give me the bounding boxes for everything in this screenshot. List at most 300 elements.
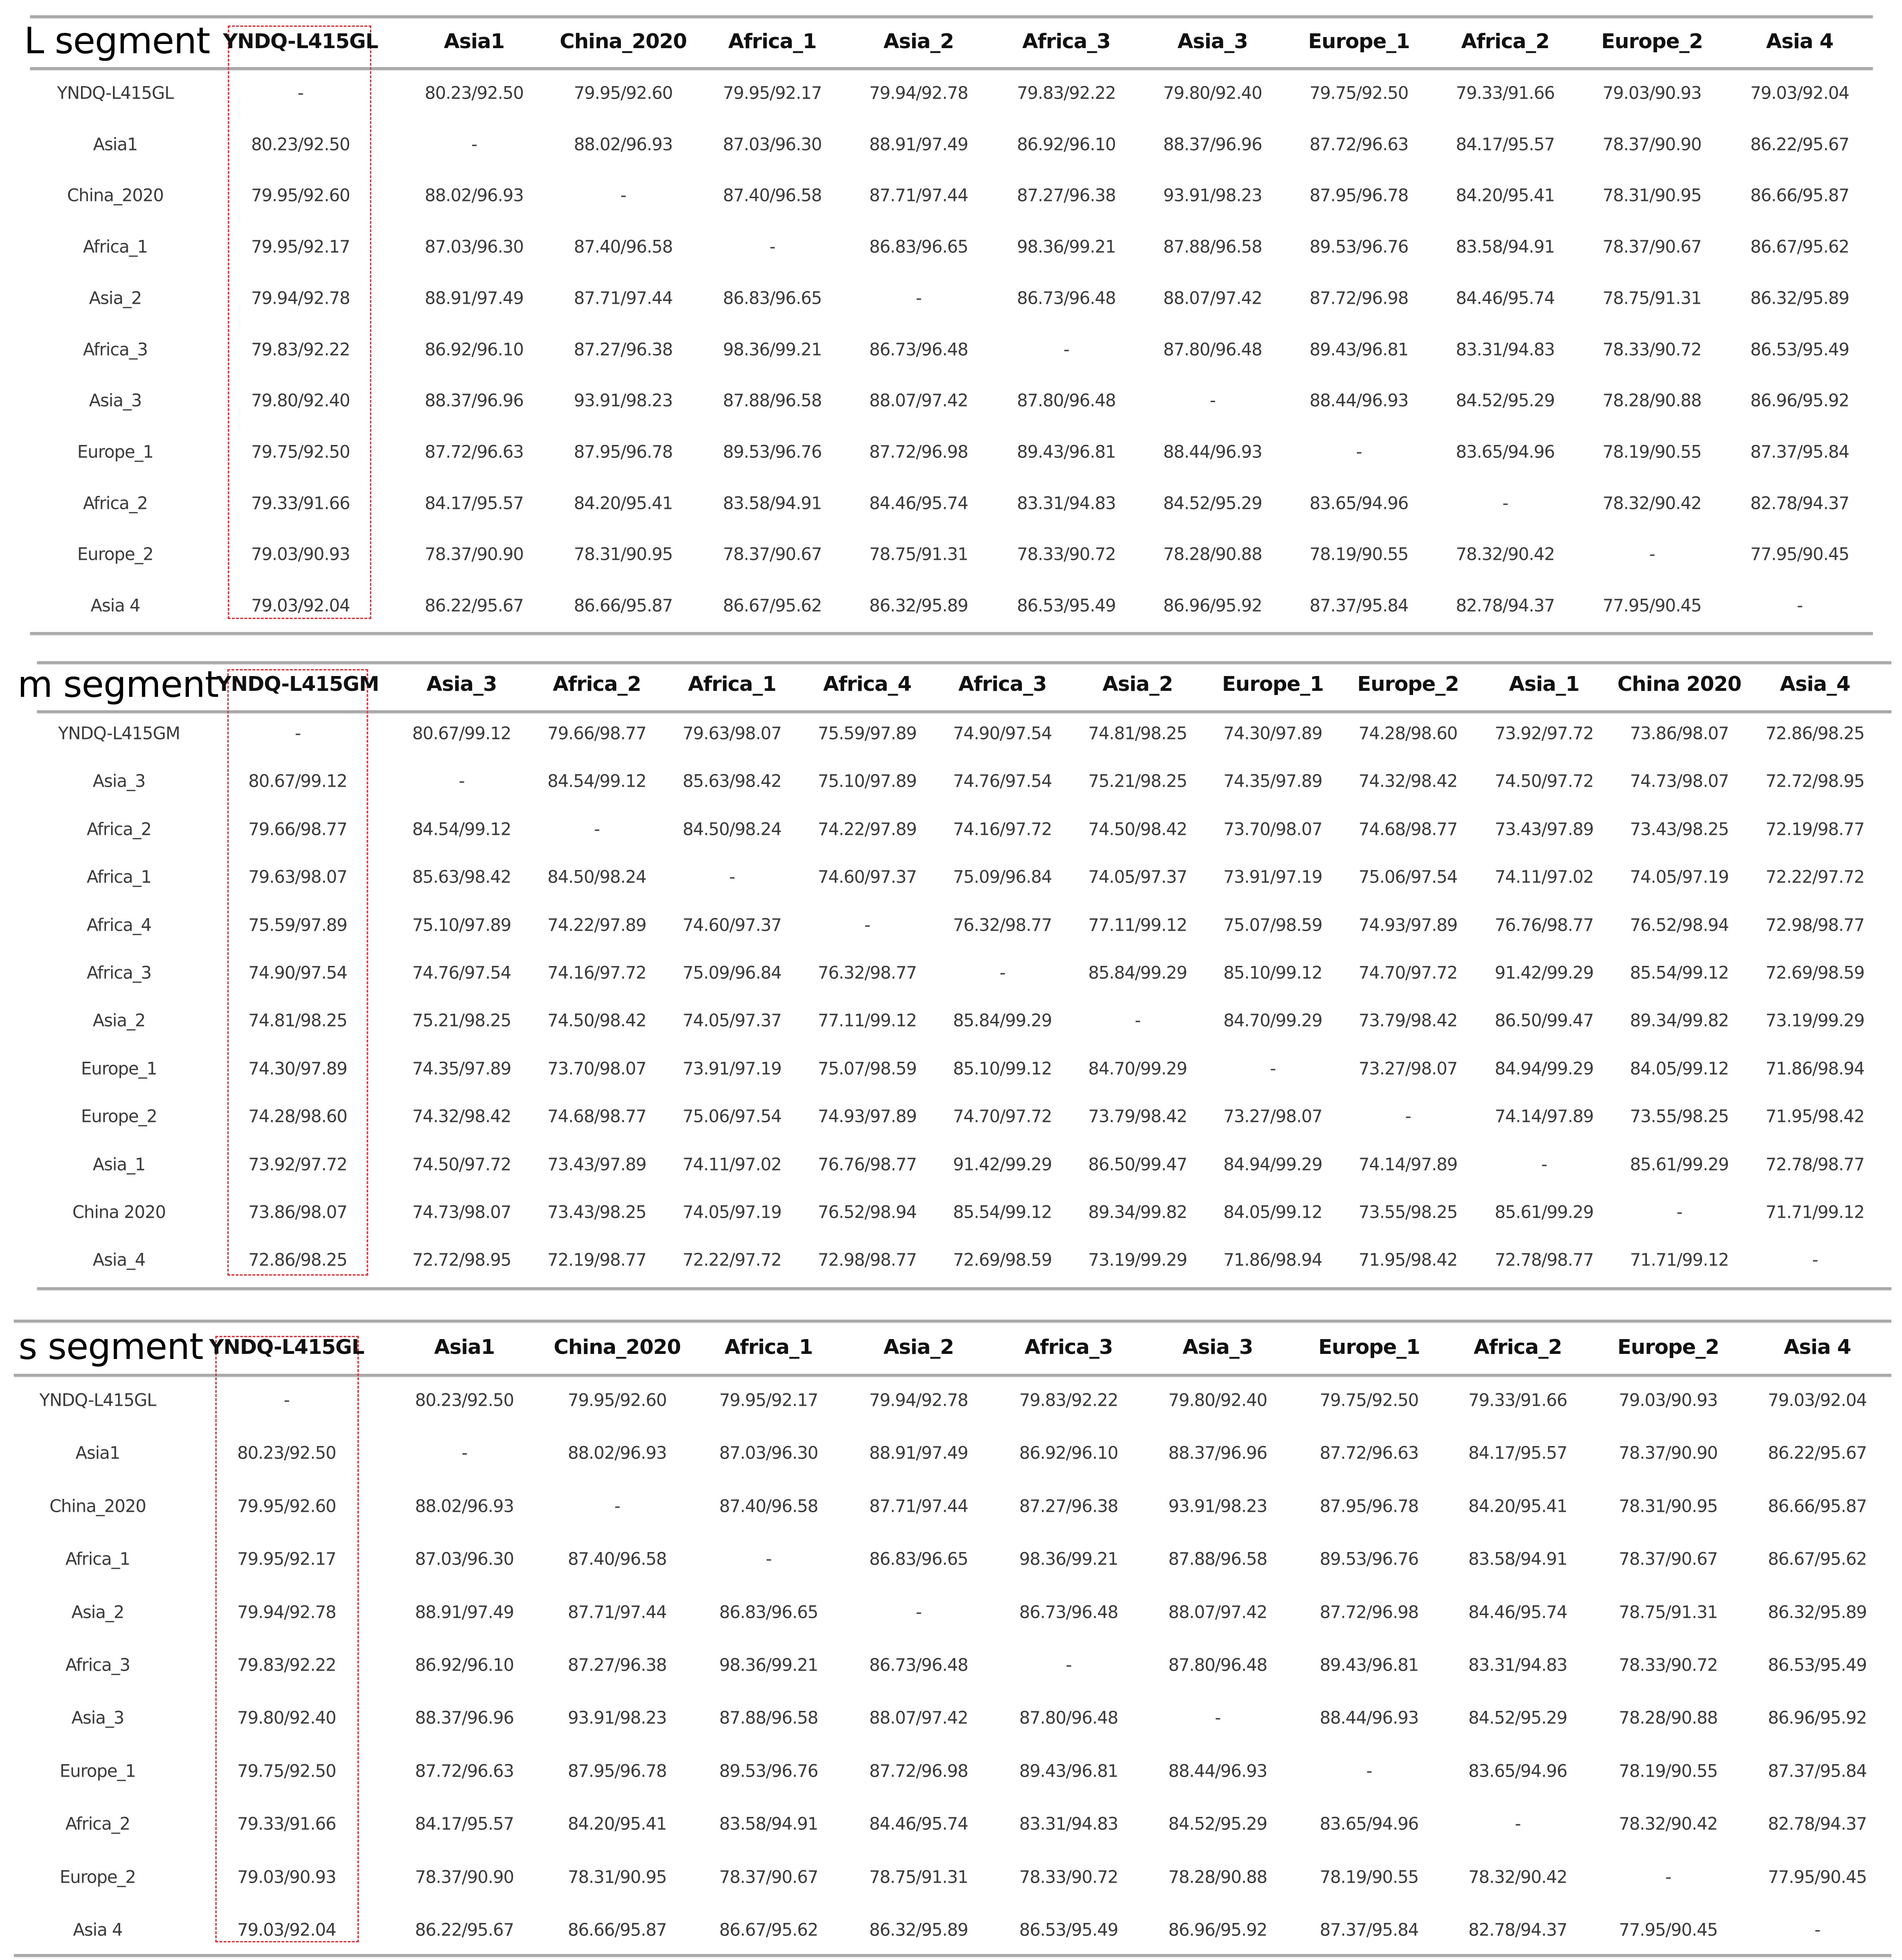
table-cell: 78.37/90.90	[1619, 1443, 1718, 1463]
table-cell: 86.73/96.48	[1019, 1602, 1118, 1622]
table-cell: 77.95/90.45	[1602, 595, 1702, 616]
table-cell: 75.09/96.84	[682, 963, 782, 983]
table-cell: 74.76/97.54	[953, 771, 1052, 791]
table-cell: 78.28/90.88	[1168, 1867, 1267, 1887]
table-cell: 74.50/97.72	[1495, 771, 1594, 791]
table-cell: 79.03/90.93	[1619, 1390, 1718, 1410]
table-cell: 84.17/95.57	[415, 1814, 514, 1834]
table-cell: 78.28/90.88	[1619, 1708, 1718, 1728]
row-label: Europe_1	[59, 1761, 136, 1781]
table-cell: 72.72/98.95	[412, 1250, 511, 1270]
table-cell: 73.79/98.42	[1088, 1106, 1187, 1127]
table-cell: 75.59/97.89	[248, 915, 347, 935]
table-cell: -	[297, 83, 304, 103]
table-cell: 78.37/90.67	[1602, 237, 1702, 257]
table-cell: -	[1514, 1814, 1521, 1834]
table-cell: 78.19/90.55	[1320, 1867, 1419, 1887]
column-header: Asia 4	[1783, 1335, 1851, 1359]
row-label: Asia_3	[89, 390, 142, 411]
table-cell: 88.91/97.49	[425, 288, 524, 308]
table-cell: 84.17/95.57	[1468, 1443, 1567, 1463]
table-cell: -	[1502, 493, 1508, 513]
table-cell: 86.67/95.62	[1750, 237, 1849, 257]
table-cell: 86.22/95.67	[1768, 1443, 1867, 1463]
table-cell: 75.21/98.25	[1088, 771, 1187, 791]
table-cell: 86.83/96.65	[719, 1602, 818, 1622]
table-cell: 87.72/96.63	[415, 1761, 514, 1781]
table-cell: 80.67/99.12	[248, 771, 347, 791]
table-cell: 76.52/98.94	[1630, 915, 1729, 935]
table-cell: 87.95/96.78	[1320, 1496, 1419, 1516]
table-cell: 71.95/98.42	[1765, 1106, 1864, 1127]
table-cell: 93.91/98.23	[568, 1708, 667, 1728]
table-cell: 84.20/95.41	[574, 493, 673, 513]
table-cell: -	[1134, 1010, 1141, 1031]
table-cell: 73.91/97.19	[1223, 867, 1322, 887]
table-cell: 74.93/97.89	[818, 1106, 917, 1127]
table-cell: 72.86/98.25	[1765, 723, 1864, 744]
table-cell: -	[729, 867, 735, 887]
table-cell: 75.06/97.54	[682, 1106, 782, 1127]
table-cell: 78.31/90.95	[1602, 185, 1702, 206]
table-cell: 86.67/95.62	[723, 595, 822, 616]
table-cell: 86.83/96.65	[869, 237, 968, 257]
table-cell: 88.44/96.93	[1320, 1708, 1419, 1728]
table-cell: 89.34/99.82	[1630, 1010, 1729, 1031]
table-cell: 88.02/96.93	[574, 134, 673, 155]
reference-column-highlight	[228, 25, 371, 619]
table-cell: 77.95/90.45	[1768, 1867, 1867, 1887]
table-cell: 79.83/92.22	[1019, 1390, 1118, 1410]
table-cell: 76.32/98.77	[953, 915, 1052, 935]
table-cell: 87.37/95.84	[1320, 1920, 1419, 1940]
table-cell: 75.10/97.89	[818, 771, 917, 791]
table-cell: 86.96/95.92	[1768, 1708, 1867, 1728]
table-cell: 74.14/97.89	[1495, 1106, 1594, 1127]
row-label: Europe_1	[81, 1058, 157, 1079]
table-cell: 87.71/97.44	[568, 1602, 667, 1622]
table-cell: 88.37/96.96	[425, 390, 524, 411]
table-cell: -	[1366, 1761, 1372, 1781]
table-cell: 87.88/96.58	[1163, 237, 1262, 257]
table-cell: 74.90/97.54	[248, 963, 347, 983]
row-label: Africa_3	[87, 963, 151, 983]
table-cell: 86.32/95.89	[1768, 1602, 1867, 1622]
table-cell: 79.80/92.40	[1168, 1390, 1267, 1410]
table-cell: 84.17/95.57	[425, 493, 524, 513]
table-cell: 74.70/97.72	[953, 1106, 1052, 1127]
table-cell: 79.03/92.04	[237, 1920, 336, 1940]
table-cell: 86.32/95.89	[1750, 288, 1849, 308]
column-header: Asia_2	[1102, 672, 1173, 696]
table-cell: 78.33/90.72	[1019, 1867, 1118, 1887]
row-label: China 2020	[72, 1202, 166, 1222]
row-label: YNDQ-L415GL	[57, 83, 174, 103]
table-cell: 86.66/95.87	[1750, 185, 1849, 206]
table-cell: 79.03/90.93	[237, 1867, 336, 1887]
table-cell: 83.31/94.83	[1468, 1655, 1567, 1675]
table-cell: 72.19/98.77	[547, 1250, 646, 1270]
table-cell: 87.72/96.98	[869, 442, 968, 462]
table-cell: 86.96/95.92	[1750, 390, 1849, 411]
table-cell: 74.22/97.89	[547, 915, 646, 935]
row-label: Europe_2	[59, 1867, 136, 1887]
table-cell: 86.66/95.87	[574, 595, 673, 616]
table-cell: 86.96/95.92	[1163, 595, 1262, 616]
table-cell: 86.83/96.65	[869, 1549, 968, 1569]
table-cell: 77.95/90.45	[1750, 544, 1849, 564]
table-cell: 87.95/96.78	[568, 1761, 667, 1781]
table-cell: 88.44/96.93	[1163, 442, 1262, 462]
reference-column-highlight	[215, 1336, 359, 1942]
table-cell: 87.40/96.58	[723, 185, 822, 206]
table-cell: 86.53/95.49	[1019, 1920, 1118, 1940]
column-header: Europe_1	[1318, 1335, 1420, 1359]
table-cell: 87.72/96.63	[1320, 1443, 1419, 1463]
table-cell: 73.70/98.07	[1223, 819, 1322, 839]
table-cell: -	[283, 1390, 290, 1410]
table-cell: -	[1356, 442, 1362, 462]
table-cell: -	[1796, 595, 1803, 616]
table-cell: 78.32/90.42	[1468, 1867, 1567, 1887]
table-cell: 72.86/98.25	[248, 1250, 347, 1270]
table-cell: 89.53/96.76	[1320, 1549, 1419, 1569]
table-cell: 80.23/92.50	[425, 83, 524, 103]
row-label: Asia_2	[93, 1010, 145, 1031]
table-cell: 78.31/90.95	[574, 544, 673, 564]
table-cell: 73.92/97.72	[248, 1154, 347, 1175]
table-cell: 79.03/92.04	[1750, 83, 1849, 103]
table-cell: 75.21/98.25	[412, 1010, 511, 1031]
row-label: Africa_2	[83, 493, 148, 513]
row-label: YNDQ-L415GL	[39, 1390, 156, 1410]
table-cell: 75.09/96.84	[953, 867, 1052, 887]
table-cell: 74.16/97.72	[953, 819, 1052, 839]
table-cell: 87.88/96.58	[723, 390, 822, 411]
table-cell: 73.55/98.25	[1630, 1106, 1729, 1127]
row-label: Africa_2	[65, 1814, 130, 1834]
table-cell: 73.27/98.07	[1358, 1058, 1458, 1079]
table-cell: 78.33/90.72	[1017, 544, 1116, 564]
table-cell: 80.23/92.50	[415, 1390, 514, 1410]
table-cell: -	[614, 1496, 620, 1516]
table-cell: 74.60/97.37	[682, 915, 782, 935]
table-cell: 79.03/92.04	[1768, 1390, 1867, 1410]
table-cell: 71.86/98.94	[1223, 1250, 1322, 1270]
table-cell: 73.55/98.25	[1358, 1202, 1458, 1222]
table-cell: 74.22/97.89	[818, 819, 917, 839]
table-cell: 78.28/90.88	[1163, 544, 1262, 564]
row-label: Asia_2	[71, 1602, 124, 1622]
column-header: Europe_2	[1357, 672, 1459, 696]
table-cell: 78.19/90.55	[1602, 442, 1702, 462]
table-cell: 79.03/92.04	[251, 595, 350, 616]
table-cell: 87.72/96.63	[425, 442, 524, 462]
table-cell: 79.75/92.50	[237, 1761, 336, 1781]
table-cell: 78.37/90.90	[1602, 134, 1702, 155]
table-cell: 71.86/98.94	[1765, 1058, 1864, 1079]
table-cell: 86.92/96.10	[1019, 1443, 1118, 1463]
row-label: Europe_2	[81, 1106, 157, 1127]
table-cell: 88.37/96.96	[415, 1708, 514, 1728]
table-cell: 84.46/95.74	[869, 493, 968, 513]
table-cell: 83.65/94.96	[1468, 1761, 1567, 1781]
table-cell: 88.07/97.42	[1168, 1602, 1267, 1622]
column-header: Africa_1	[688, 672, 776, 696]
table-cell: 74.81/98.25	[248, 1010, 347, 1031]
table-cell: 78.31/90.95	[568, 1867, 667, 1887]
table-cell: 85.63/98.42	[682, 771, 782, 791]
table-cell: 73.91/97.19	[682, 1058, 782, 1079]
table-cell: 84.54/99.12	[412, 819, 511, 839]
table-cell: 88.07/97.42	[869, 1708, 968, 1728]
table-cell: 85.61/99.29	[1495, 1202, 1594, 1222]
row-label: Africa_1	[83, 237, 148, 257]
table-cell: 72.22/97.72	[682, 1250, 782, 1270]
column-header: Africa_1	[724, 1335, 813, 1359]
table-cell: 89.43/96.81	[1309, 339, 1408, 359]
row-label: Asia_1	[93, 1154, 145, 1175]
table-cell: 89.53/96.76	[723, 442, 822, 462]
table-cell: 88.44/96.93	[1168, 1761, 1267, 1781]
table-cell: 87.03/96.30	[415, 1549, 514, 1569]
table-cell: 85.84/99.29	[953, 1010, 1052, 1031]
table-cell: 86.22/95.67	[1750, 134, 1849, 155]
column-header: Europe_1	[1308, 30, 1410, 53]
table-cell: 87.03/96.30	[719, 1443, 818, 1463]
table-cell: 84.50/98.24	[682, 819, 782, 839]
table-cell: 78.37/90.90	[415, 1867, 514, 1887]
table-cell: 91.42/99.29	[953, 1154, 1052, 1175]
table-cell: 73.43/97.89	[1495, 819, 1594, 839]
column-header: Africa_4	[823, 672, 912, 696]
table-cell: 79.33/91.66	[1468, 1390, 1567, 1410]
table-cell: 88.37/96.96	[1163, 134, 1262, 155]
table-cell: 78.37/90.67	[1619, 1549, 1718, 1569]
column-header: Asia_3	[1177, 30, 1248, 53]
table-cell: 79.75/92.50	[1309, 83, 1408, 103]
table-cell: 88.91/97.49	[415, 1602, 514, 1622]
table-cell: 88.37/96.96	[1168, 1443, 1267, 1463]
table-cell: 73.43/98.25	[547, 1202, 646, 1222]
table-cell: 74.05/97.37	[682, 1010, 782, 1031]
table-cell: 86.92/96.10	[425, 339, 524, 359]
table-cell: 73.79/98.42	[1358, 1010, 1458, 1031]
row-label: China_2020	[67, 185, 164, 206]
table-cell: -	[1065, 1655, 1072, 1675]
table-cell: 76.32/98.77	[818, 963, 917, 983]
table-cell: 88.44/96.93	[1309, 390, 1408, 411]
table-cell: 83.58/94.91	[1468, 1549, 1567, 1569]
table-cell: 84.20/95.41	[568, 1814, 667, 1834]
table-cell: 79.63/98.07	[248, 867, 347, 887]
table-cell: 78.37/90.67	[719, 1867, 818, 1887]
table-cell: 88.02/96.93	[415, 1496, 514, 1516]
table-cell: 74.50/97.72	[412, 1154, 511, 1175]
row-label: Asia_4	[93, 1250, 145, 1270]
table-cell: 78.32/90.42	[1619, 1814, 1718, 1834]
table-cell: 98.36/99.21	[723, 339, 822, 359]
table-cell: 84.94/99.29	[1495, 1058, 1594, 1079]
table-cell: 72.78/98.77	[1495, 1250, 1594, 1270]
column-header: Asia1	[444, 30, 505, 53]
table-cell: 82.78/94.37	[1768, 1814, 1867, 1834]
table-cell: 72.69/98.59	[953, 1250, 1052, 1270]
table-cell: 86.50/99.47	[1088, 1154, 1187, 1175]
table-cell: 89.53/96.76	[719, 1761, 818, 1781]
table-cell: 79.94/92.78	[237, 1602, 336, 1622]
column-header: Europe_1	[1222, 672, 1324, 696]
table-cell: 79.95/92.17	[719, 1390, 818, 1410]
row-label: Asia_3	[71, 1708, 124, 1728]
table-cell: 74.11/97.02	[1495, 867, 1594, 887]
table-cell: 88.91/97.49	[869, 134, 968, 155]
top-rule	[14, 1320, 1891, 1322]
table-cell: 85.10/99.12	[1223, 963, 1322, 983]
row-label: Asia_2	[89, 288, 142, 308]
table-cell: 79.66/98.77	[547, 723, 646, 744]
table-cell: 87.80/96.48	[1168, 1655, 1267, 1675]
table-cell: 76.76/98.77	[1495, 915, 1594, 935]
table-cell: 79.80/92.40	[251, 390, 350, 411]
table-cell: 73.43/98.25	[1630, 819, 1729, 839]
table-cell: 78.31/90.95	[1619, 1496, 1718, 1516]
table-cell: 86.67/95.62	[719, 1920, 818, 1940]
table-cell: 79.95/92.60	[237, 1496, 336, 1516]
table-cell: 72.98/98.77	[818, 1250, 917, 1270]
table-cell: 98.36/99.21	[1019, 1549, 1118, 1569]
column-header: China_2020	[553, 1335, 681, 1359]
table-cell: 87.37/95.84	[1768, 1761, 1867, 1781]
table-cell: 87.88/96.58	[1168, 1549, 1267, 1569]
table-cell: 74.16/97.72	[547, 963, 646, 983]
table-cell: 83.58/94.91	[719, 1814, 818, 1834]
table-cell: 84.50/98.24	[547, 867, 646, 887]
table-cell: 79.95/92.60	[568, 1390, 667, 1410]
table-cell: 76.76/98.77	[818, 1154, 917, 1175]
table-cell: 87.72/96.98	[1309, 288, 1408, 308]
table-cell: 79.83/92.22	[237, 1655, 336, 1675]
table-cell: 83.58/94.91	[723, 493, 822, 513]
column-header: Africa_2	[1461, 30, 1550, 53]
table-cell: 79.95/92.17	[251, 237, 350, 257]
table-cell: 78.33/90.72	[1619, 1655, 1718, 1675]
table-cell: 87.71/97.44	[869, 185, 968, 206]
table-cell: 85.10/99.12	[953, 1058, 1052, 1079]
table-cell: -	[1405, 1106, 1411, 1127]
table-cell: 84.70/99.29	[1088, 1058, 1187, 1079]
table-cell: 87.27/96.38	[1019, 1496, 1118, 1516]
segment-title: s segment	[19, 1326, 203, 1368]
table-cell: 79.95/92.60	[251, 185, 350, 206]
table-cell: -	[999, 963, 1006, 983]
row-label: Asia_3	[93, 771, 145, 791]
table-cell: 78.33/90.72	[1602, 339, 1702, 359]
table-cell: 78.75/91.31	[869, 544, 968, 564]
table-cell: 77.11/99.12	[818, 1010, 917, 1031]
table-cell: 79.63/98.07	[682, 723, 782, 744]
table-cell: 98.36/99.21	[1017, 237, 1116, 257]
table-cell: 74.32/98.42	[1358, 771, 1458, 791]
column-header: YNDQ-L415GL	[209, 1335, 364, 1359]
table-cell: 73.92/97.72	[1495, 723, 1594, 744]
table-cell: 79.66/98.77	[248, 819, 347, 839]
table-cell: -	[765, 1549, 772, 1569]
table-cell: -	[1812, 1250, 1818, 1270]
table-cell: 71.71/99.12	[1765, 1202, 1864, 1222]
table-cell: 87.95/96.78	[574, 442, 673, 462]
table-cell: 87.37/95.84	[1309, 595, 1408, 616]
table-cell: 84.52/95.29	[1168, 1814, 1267, 1834]
table-cell: 84.46/95.74	[1456, 288, 1555, 308]
table-cell: 86.53/95.49	[1750, 339, 1849, 359]
table-cell: 87.27/96.38	[568, 1655, 667, 1675]
table-cell: -	[1214, 1708, 1221, 1728]
table-cell: 87.80/96.48	[1163, 339, 1262, 359]
table-cell: 80.23/92.50	[237, 1443, 336, 1463]
column-header: YNDQ-L415GM	[216, 672, 379, 696]
table-cell: 71.71/99.12	[1630, 1250, 1729, 1270]
column-header: Africa_3	[958, 672, 1047, 696]
table-cell: 72.69/98.59	[1765, 963, 1864, 983]
table-cell: 89.53/96.76	[1309, 237, 1408, 257]
table-cell: 87.95/96.78	[1309, 185, 1408, 206]
table-cell: 74.28/98.60	[1358, 723, 1458, 744]
table-cell: 86.92/96.10	[1017, 134, 1116, 155]
bottom-rule	[37, 1287, 1891, 1290]
table-cell: 73.86/98.07	[248, 1202, 347, 1222]
table-cell: 79.94/92.78	[869, 1390, 968, 1410]
table-cell: 84.05/99.12	[1223, 1202, 1322, 1222]
table-cell: 78.75/91.31	[869, 1867, 968, 1887]
table-cell: 87.40/96.58	[574, 237, 673, 257]
row-label: Asia 4	[73, 1920, 123, 1940]
table-cell: 87.80/96.48	[1017, 390, 1116, 411]
table-cell: 82.78/94.37	[1468, 1920, 1567, 1940]
table-cell: 89.43/96.81	[1320, 1655, 1419, 1675]
row-label: Africa_3	[83, 339, 148, 359]
table-cell: 74.11/97.02	[682, 1154, 782, 1175]
table-cell: 86.32/95.89	[869, 1920, 968, 1940]
table-cell: 82.78/94.37	[1456, 595, 1555, 616]
table-cell: 86.92/96.10	[415, 1655, 514, 1675]
table-cell: 84.17/95.57	[1456, 134, 1555, 155]
table-cell: 74.50/98.42	[547, 1010, 646, 1031]
table-cell: 80.23/92.50	[251, 134, 350, 155]
table-cell: 77.95/90.45	[1619, 1920, 1718, 1940]
segment-title: L segment	[24, 20, 210, 62]
table-cell: 86.53/95.49	[1017, 595, 1116, 616]
table-cell: 73.43/97.89	[547, 1154, 646, 1175]
table-cell: 84.52/95.29	[1468, 1708, 1567, 1728]
table-cell: 86.67/95.62	[1768, 1549, 1867, 1569]
table-cell: 86.73/96.48	[1017, 288, 1116, 308]
table-cell: 78.75/91.31	[1602, 288, 1702, 308]
table-cell: -	[620, 185, 626, 206]
table-cell: 72.19/98.77	[1765, 819, 1864, 839]
table-cell: 75.07/98.59	[1223, 915, 1322, 935]
column-header: Asia_3	[426, 672, 497, 696]
table-cell: 86.73/96.48	[869, 1655, 968, 1675]
table-cell: 79.83/92.22	[1017, 83, 1116, 103]
row-label: Africa_3	[65, 1655, 130, 1675]
table-cell: -	[915, 288, 922, 308]
table-cell: 84.20/95.41	[1456, 185, 1555, 206]
table-cell: 79.75/92.50	[1320, 1390, 1419, 1410]
table-cell: 86.83/96.65	[723, 288, 822, 308]
row-label: Africa_1	[87, 867, 151, 887]
table-cell: 79.80/92.40	[237, 1708, 336, 1728]
